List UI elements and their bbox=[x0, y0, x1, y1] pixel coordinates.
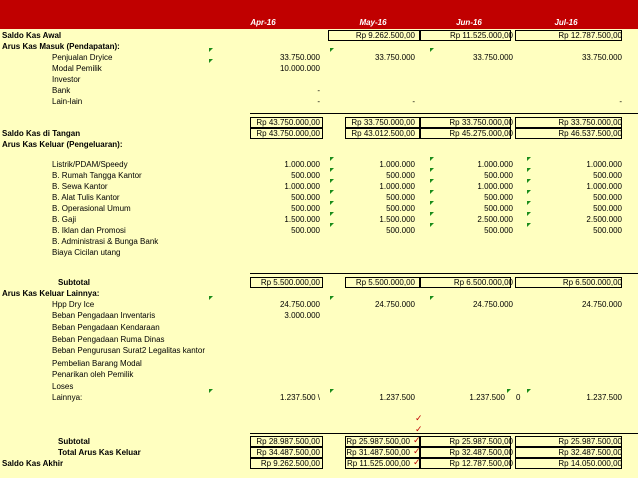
comment-flag-icon[interactable] bbox=[527, 157, 531, 161]
subtotal-may[interactable]: Rp 5.500.000,00 bbox=[355, 278, 415, 287]
table-row bbox=[0, 192, 638, 203]
item-label: Beban Pengurusan Surat2 Legalitas kantor bbox=[52, 346, 205, 355]
table-row bbox=[0, 322, 638, 333]
value-may[interactable]: 500.000 bbox=[386, 204, 415, 213]
value-may[interactable]: 500.000 bbox=[386, 226, 415, 235]
item-label: Loses bbox=[52, 382, 74, 391]
saldo-awal-jun[interactable]: Rp 11.525.000,00 bbox=[449, 31, 513, 40]
comment-flag-icon[interactable] bbox=[330, 201, 334, 205]
subtotal-apr[interactable]: Rp 28.987.500,00 bbox=[256, 437, 320, 446]
check-icon: ✓ bbox=[413, 457, 421, 467]
item-label: Hpp Dry Ice bbox=[52, 300, 95, 309]
total-jun[interactable]: Rp 33.750.000,00 bbox=[449, 118, 513, 127]
value-apr[interactable]: 500.000 bbox=[291, 226, 320, 235]
comment-flag-icon[interactable] bbox=[330, 168, 334, 172]
comment-flag-icon[interactable] bbox=[527, 223, 531, 227]
table-row bbox=[0, 334, 638, 345]
value-apr[interactable]: 10.000.000 bbox=[279, 64, 320, 73]
table-row bbox=[0, 63, 638, 74]
saldo-awal-may[interactable]: Rp 9.262.500,00 bbox=[355, 31, 415, 40]
check-icon: ✓ bbox=[415, 424, 423, 434]
row-saldo-tangan bbox=[0, 128, 638, 139]
comment-flag-icon[interactable] bbox=[330, 389, 334, 393]
item-label: B. Alat Tulis Kantor bbox=[52, 193, 120, 202]
table-row bbox=[0, 381, 638, 392]
value-apr[interactable]: 24.750.000 bbox=[279, 300, 320, 309]
divider bbox=[250, 113, 638, 114]
saldo-tangan-label: Saldo Kas di Tangan bbox=[2, 129, 81, 138]
row-lainnya-subtotal bbox=[0, 436, 638, 447]
item-label: Penjualan Dryice bbox=[52, 53, 113, 62]
saldo-akhir-may[interactable]: Rp 11.525.000,00 bbox=[346, 459, 410, 468]
value-jul[interactable]: 1.000.000 bbox=[586, 160, 622, 169]
comment-flag-icon[interactable] bbox=[527, 201, 531, 205]
item-label: Pembelian Barang Modal bbox=[52, 359, 142, 368]
value-jun[interactable]: 24.750.000 bbox=[472, 300, 513, 309]
subtotal-label: Subtotal bbox=[58, 437, 90, 446]
total-apr[interactable]: Rp 43.750.000,00 bbox=[256, 118, 320, 127]
comment-flag-icon[interactable] bbox=[330, 212, 334, 216]
month-header-apr[interactable]: Apr-16 bbox=[250, 18, 276, 27]
table-row bbox=[0, 74, 638, 85]
total-keluar-jun[interactable]: Rp 32.487.500,00 bbox=[449, 448, 513, 457]
value-may[interactable]: 500.000 bbox=[386, 171, 415, 180]
value-apr[interactable]: 500.000 bbox=[291, 171, 320, 180]
value-apr[interactable]: 1.237.500 \ bbox=[279, 393, 320, 402]
item-label: Modal Pemilik bbox=[52, 64, 102, 73]
table-row bbox=[0, 358, 638, 369]
comment-flag-icon[interactable] bbox=[209, 389, 213, 393]
item-label: Beban Pengadaan Kendaraan bbox=[52, 323, 160, 332]
comment-flag-icon[interactable] bbox=[330, 179, 334, 183]
value-jun[interactable]: 1.000.000 bbox=[477, 182, 513, 191]
item-label: Lainnya: bbox=[52, 393, 83, 402]
value-jul[interactable]: 500.000 bbox=[593, 204, 622, 213]
value-jul[interactable]: 1.237.500 bbox=[586, 393, 622, 402]
comment-flag-icon[interactable] bbox=[430, 212, 434, 216]
comment-flag-icon[interactable] bbox=[430, 48, 434, 52]
comment-flag-icon[interactable] bbox=[430, 168, 434, 172]
subtotal-jul[interactable]: Rp 25.987.500,00 bbox=[558, 437, 622, 446]
comment-flag-icon[interactable] bbox=[527, 179, 531, 183]
item-label: Bank bbox=[52, 86, 71, 95]
value-apr[interactable]: 500.000 bbox=[291, 204, 320, 213]
item-label: B. Administrasi & Bunga Bank bbox=[52, 237, 159, 246]
value-apr[interactable]: 1.000.000 bbox=[284, 160, 320, 169]
comment-flag-icon[interactable] bbox=[527, 212, 531, 216]
comment-flag-icon[interactable] bbox=[430, 157, 434, 161]
value-jun[interactable]: 500.000 bbox=[484, 171, 513, 180]
subtotal-jun[interactable]: Rp 6.500.000,00 bbox=[453, 278, 513, 287]
comment-flag-icon[interactable] bbox=[430, 190, 434, 194]
table-row bbox=[0, 392, 638, 403]
item-label: Penarikan oleh Pemilik bbox=[52, 370, 134, 379]
value-apr[interactable]: 33.750.000 bbox=[279, 53, 320, 62]
item-label: Investor bbox=[52, 75, 81, 84]
value-may[interactable]: 1.000.000 bbox=[379, 160, 415, 169]
value-may[interactable]: - bbox=[412, 97, 415, 106]
value-jul[interactable]: - bbox=[619, 97, 622, 106]
item-label: Beban Pengadaan Inventaris bbox=[52, 311, 156, 320]
item-label: B. Sewa Kantor bbox=[52, 182, 108, 191]
subtotal-label: Subtotal bbox=[58, 278, 90, 287]
table-row bbox=[0, 310, 638, 321]
value-may[interactable]: 500.000 bbox=[386, 193, 415, 202]
value-jul[interactable]: 500.000 bbox=[593, 226, 622, 235]
value-may[interactable]: 24.750.000 bbox=[374, 300, 415, 309]
table-row bbox=[0, 214, 638, 225]
value-may[interactable]: 1.237.500 bbox=[379, 393, 415, 402]
value-jun[interactable]: 500.000 bbox=[484, 193, 513, 202]
comment-flag-icon[interactable] bbox=[330, 296, 334, 300]
table-row bbox=[0, 203, 638, 214]
subtotal-apr[interactable]: Rp 5.500.000,00 bbox=[260, 278, 320, 287]
divider bbox=[250, 273, 638, 274]
value-may[interactable]: 1.500.000 bbox=[379, 215, 415, 224]
comment-flag-icon[interactable] bbox=[330, 157, 334, 161]
month-header-may[interactable]: May-16 bbox=[359, 18, 387, 27]
comment-flag-icon[interactable] bbox=[330, 223, 334, 227]
item-label: B. Rumah Tangga Kantor bbox=[52, 171, 142, 180]
keluar-section-label: Arus Kas Keluar (Pengeluaran): bbox=[2, 140, 123, 149]
comment-flag-icon[interactable] bbox=[330, 48, 334, 52]
comment-flag-icon[interactable] bbox=[430, 179, 434, 183]
saldo-tangan-jun[interactable]: Rp 45.275.000,00 bbox=[449, 129, 513, 138]
value-apr[interactable]: - bbox=[317, 97, 320, 106]
item-label: Listrik/PDAM/Speedy bbox=[52, 160, 128, 169]
check-icon: ✓ bbox=[413, 446, 421, 456]
divider bbox=[250, 433, 638, 434]
value-apr[interactable]: 3.000.000 bbox=[284, 311, 320, 320]
check-icon: ✓ bbox=[413, 435, 421, 445]
comment-flag-icon[interactable] bbox=[527, 389, 531, 393]
comment-flag-icon[interactable] bbox=[430, 296, 434, 300]
extra-zero[interactable]: 0 bbox=[516, 393, 521, 402]
value-jul[interactable]: 24.750.000 bbox=[581, 300, 622, 309]
total-may[interactable]: Rp 33.750.000,00 bbox=[351, 118, 415, 127]
total-keluar-may[interactable]: Rp 31.487.500,00 bbox=[346, 448, 410, 457]
item-label: Biaya Cicilan utang bbox=[52, 248, 121, 257]
title-bar bbox=[0, 0, 638, 17]
value-may[interactable]: 33.750.000 bbox=[374, 53, 415, 62]
saldo-akhir-apr[interactable]: Rp 9.262.500,00 bbox=[260, 459, 320, 468]
value-jun[interactable]: 1.237.500 bbox=[469, 393, 505, 402]
row-keluar-header bbox=[0, 139, 638, 150]
comment-flag-icon[interactable] bbox=[507, 389, 511, 393]
comment-flag-icon[interactable] bbox=[209, 59, 213, 63]
comment-flag-icon[interactable] bbox=[527, 190, 531, 194]
table-row bbox=[0, 181, 638, 192]
row-keluar-subtotal bbox=[0, 277, 638, 288]
lainnya-section-label: Arus Kas Keluar Lainnya: bbox=[2, 289, 100, 298]
table-row bbox=[0, 369, 638, 380]
value-jun[interactable]: 2.500.000 bbox=[477, 215, 513, 224]
item-label: Lain-lain bbox=[52, 97, 83, 106]
item-label: Beban Pengadaan Ruma Dinas bbox=[52, 335, 165, 344]
row-total-keluar bbox=[0, 447, 638, 458]
row-masuk-total bbox=[0, 117, 638, 128]
saldo-tangan-jul[interactable]: Rp 46.537.500,00 bbox=[558, 129, 622, 138]
value-apr[interactable]: - bbox=[317, 86, 320, 95]
row-masuk-header bbox=[0, 41, 638, 52]
row-saldo-awal bbox=[0, 30, 638, 41]
saldo-akhir-label: Saldo Kas Akhir bbox=[2, 459, 64, 468]
table-row bbox=[0, 345, 638, 356]
comment-flag-icon[interactable] bbox=[209, 48, 213, 52]
saldo-tangan-may[interactable]: Rp 43.012.500,00 bbox=[351, 129, 415, 138]
subtotal-jul[interactable]: Rp 6.500.000,00 bbox=[562, 278, 622, 287]
value-jun[interactable]: 500.000 bbox=[484, 226, 513, 235]
comment-flag-icon[interactable] bbox=[330, 190, 334, 194]
saldo-awal-jul[interactable]: Rp 12.787.500,00 bbox=[558, 31, 622, 40]
masuk-section-label: Arus Kas Masuk (Pendapatan): bbox=[2, 42, 120, 51]
item-label: B. Operasional Umum bbox=[52, 204, 131, 213]
value-jun[interactable]: 500.000 bbox=[484, 204, 513, 213]
value-apr[interactable]: 1.500.000 bbox=[284, 215, 320, 224]
comment-flag-icon[interactable] bbox=[430, 223, 434, 227]
table-row bbox=[0, 247, 638, 258]
subtotal-jun[interactable]: Rp 25.987.500,00 bbox=[449, 437, 513, 446]
value-jul[interactable]: 500.000 bbox=[593, 171, 622, 180]
total-keluar-jul[interactable]: Rp 32.487.500,00 bbox=[558, 448, 622, 457]
comment-flag-icon[interactable] bbox=[209, 296, 213, 300]
value-may[interactable]: 1.000.000 bbox=[379, 182, 415, 191]
subtotal-may[interactable]: Rp 25.987.500,00 bbox=[346, 437, 410, 446]
table-row bbox=[0, 299, 638, 310]
total-jul[interactable]: Rp 33.750.000,00 bbox=[558, 118, 622, 127]
saldo-tangan-apr[interactable]: Rp 43.750.000,00 bbox=[256, 129, 320, 138]
table-row bbox=[0, 96, 638, 107]
item-label: B. Gaji bbox=[52, 215, 77, 224]
total-keluar-label: Total Arus Kas Keluar bbox=[58, 448, 141, 457]
check-icon: ✓ bbox=[415, 413, 423, 423]
value-jul[interactable]: 2.500.000 bbox=[586, 215, 622, 224]
table-row bbox=[0, 236, 638, 247]
value-jun[interactable]: 1.000.000 bbox=[477, 160, 513, 169]
row-lainnya-header bbox=[0, 288, 638, 299]
comment-flag-icon[interactable] bbox=[430, 201, 434, 205]
table-row bbox=[0, 52, 638, 63]
month-header-jun[interactable]: Jun-16 bbox=[456, 18, 482, 27]
value-jul[interactable]: 1.000.000 bbox=[586, 182, 622, 191]
saldo-awal-label: Saldo Kas Awal bbox=[2, 31, 62, 40]
total-keluar-apr[interactable]: Rp 34.487.500,00 bbox=[256, 448, 320, 457]
value-jul[interactable]: 500.000 bbox=[593, 193, 622, 202]
value-apr[interactable]: 500.000 bbox=[291, 193, 320, 202]
table-row bbox=[0, 85, 638, 96]
item-label: B. Iklan dan Promosi bbox=[52, 226, 126, 235]
month-header-jul[interactable]: Jul-16 bbox=[554, 18, 578, 27]
value-jul[interactable]: 33.750.000 bbox=[581, 53, 622, 62]
comment-flag-icon[interactable] bbox=[527, 168, 531, 172]
saldo-akhir-jun[interactable]: Rp 12.787.500,00 bbox=[449, 459, 513, 468]
table-row bbox=[0, 170, 638, 181]
table-row bbox=[0, 225, 638, 236]
saldo-akhir-jul[interactable]: Rp 14.050.000,00 bbox=[558, 459, 622, 468]
table-row bbox=[0, 159, 638, 170]
value-jun[interactable]: 33.750.000 bbox=[472, 53, 513, 62]
value-apr[interactable]: 1.000.000 bbox=[284, 182, 320, 191]
row-saldo-akhir bbox=[0, 458, 638, 469]
